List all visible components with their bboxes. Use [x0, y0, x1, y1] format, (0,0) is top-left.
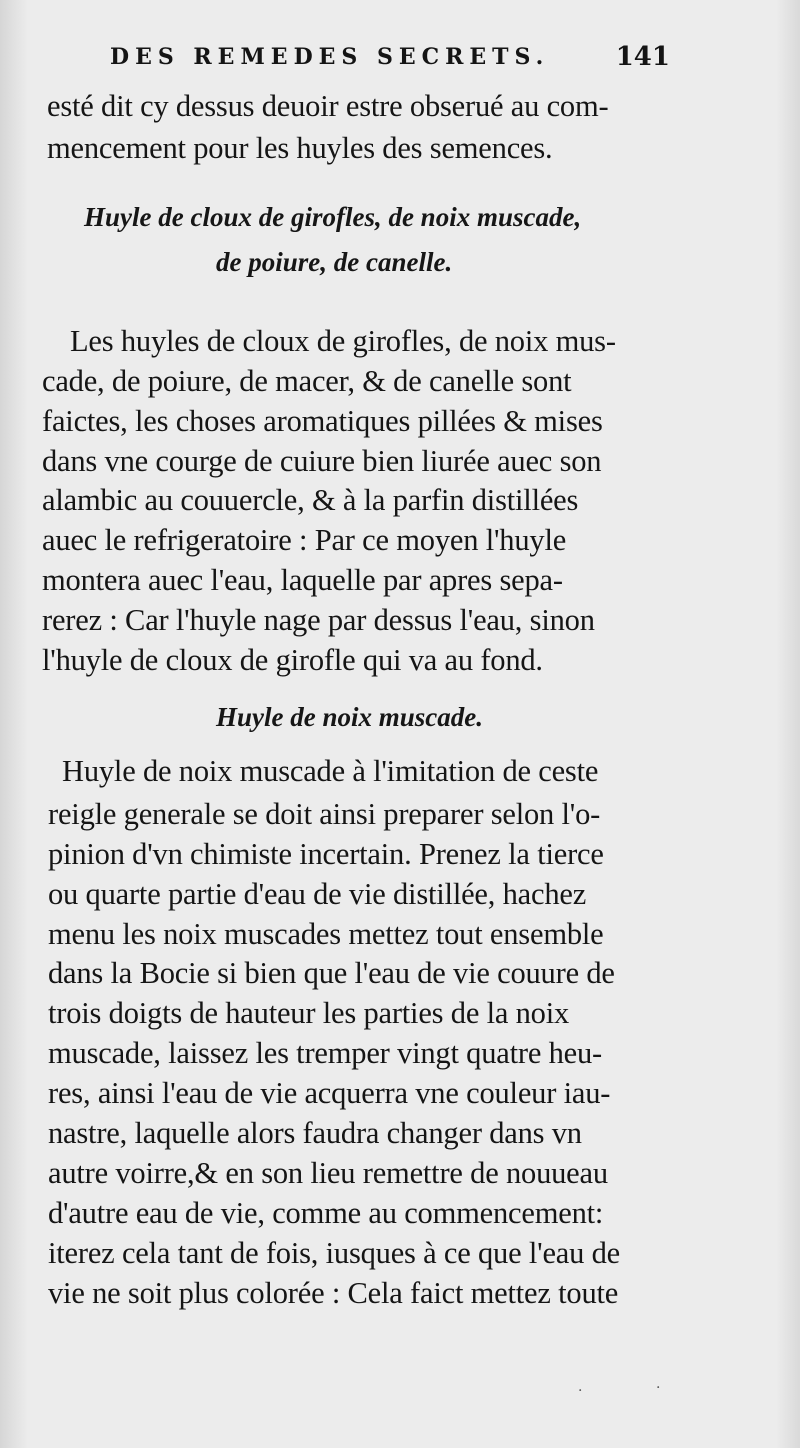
text-line: dans vne courge de cuiure bien liurée auec son [42, 444, 602, 478]
text-line: reigle generale se doit ainsi preparer selon l'o- [48, 797, 601, 831]
heading-line: de poiure, de canelle. [216, 247, 453, 277]
text-line: montera auec l'eau, laquelle par apres sepa- [42, 563, 563, 597]
text-line: l'huyle de cloux de girofle qui va au fond. [42, 643, 543, 677]
text-line: res, ainsi l'eau de vie acquerra vne couleur iau- [48, 1076, 611, 1110]
text-line: autre voirre,& en son lieu remettre de nouueau [48, 1156, 608, 1190]
text-line: alambic au couuercle, & à la parfin distillées [42, 483, 579, 517]
running-head [0, 44, 800, 78]
text-line: vie ne soit plus colorée : Cela faict mettez toute [48, 1276, 619, 1310]
text-line: d'autre eau de vie, comme au commencement: [48, 1196, 604, 1230]
text-line: rerez : Car l'huyle nage par dessus l'eau, sinon [42, 603, 595, 637]
text-line: cade, de poiure, de macer, & de canelle sont [42, 364, 572, 398]
text-line: iterez cela tant de fois, iusques à ce que l'eau de [48, 1236, 620, 1270]
ink-speck: · [578, 1383, 583, 1399]
page-number: 141 [615, 42, 670, 72]
heading-line: Huyle de cloux de girofles, de noix muscade, [84, 202, 582, 232]
text-line: ou quarte partie d'eau de vie distillée, hachez [48, 877, 587, 911]
text-line: menu les noix muscades mettez tout ensemble [48, 917, 604, 951]
text-line: auec le refrigeratoire : Par ce moyen l'huyle [42, 523, 567, 557]
text-line: pinion d'vn chimiste incertain. Prenez la tierce [48, 837, 604, 871]
text-line: faictes, les choses aromatiques pillées & mises [42, 404, 603, 438]
text-line: nastre, laquelle alors faudra changer dans vn [48, 1116, 582, 1150]
text-line: esté dit cy dessus deuoir estre obserué au com- [47, 89, 609, 123]
text-line: Huyle de noix muscade à l'imitation de ceste [62, 754, 599, 788]
text-line: dans la Bocie si bien que l'eau de vie couure de [48, 956, 615, 990]
ink-speck: · [656, 1380, 661, 1396]
text-line: Les huyles de cloux de girofles, de noix mus- [70, 324, 616, 358]
running-title: DES REMEDES SECRETS. [110, 44, 550, 70]
heading-line: Huyle de noix muscade. [216, 702, 483, 732]
text-line: mencement pour les huyles des semences. [47, 131, 553, 165]
text-line: trois doigts de hauteur les parties de la noix [48, 996, 570, 1030]
text-line: muscade, laissez les tremper vingt quatre heu- [48, 1036, 602, 1070]
